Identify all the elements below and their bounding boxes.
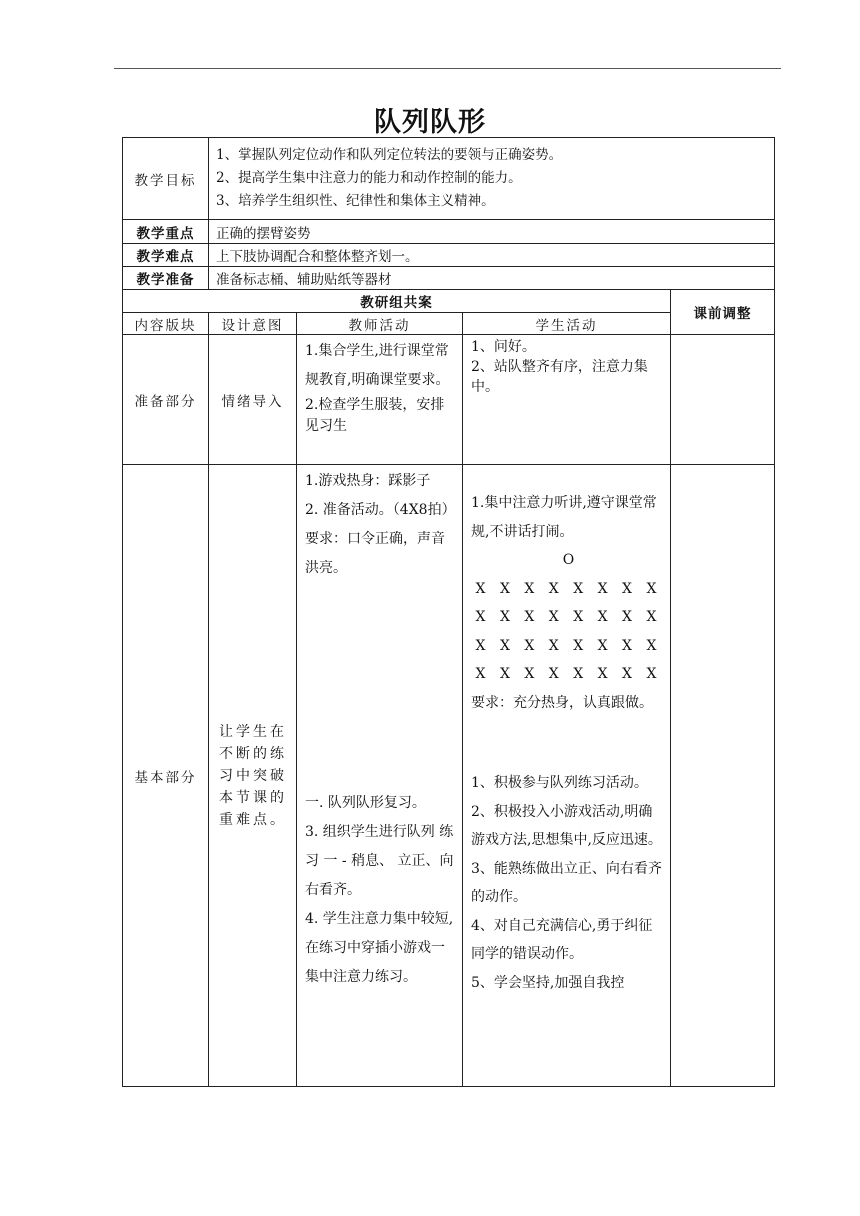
shared-plan-header-row [123, 290, 775, 313]
teacher-item: 1.游戏热身：踩影子 [305, 473, 431, 489]
formation-row: X X X X X X X X [475, 666, 662, 682]
objective-item: 3、培养学生组织性、纪律性和集体主义精神。 [216, 193, 495, 209]
objectives-label: 教学目标 [123, 138, 209, 220]
teacher-item: 1.集合学生,进行课堂常规教育,明确课堂要求。 [305, 343, 450, 388]
difficulty-row [123, 244, 775, 267]
section-name: 基本部分 [123, 465, 209, 1087]
preparation-section-row [123, 335, 775, 465]
formation-row: X X X X X X X X [475, 580, 662, 597]
student-item: 1、积极参与队列练习活动。 [471, 775, 648, 791]
section-intent: 情绪导入 [209, 335, 297, 465]
formation-teacher-mark: O [562, 552, 575, 568]
teacher-activity [297, 335, 463, 465]
student-item: 3、能熟练做出立正、向右看齐的动作。 [471, 860, 662, 905]
key-point-label: 教学重点 [123, 220, 209, 244]
student-item: 2、站队整齐有序，注意力集中。 [471, 359, 648, 395]
header-rule [114, 68, 781, 69]
difficulty-label: 教学难点 [123, 244, 209, 267]
lesson-plan-table [122, 137, 775, 1087]
student-activity [463, 335, 671, 465]
adjust-cell [671, 335, 775, 465]
teacher-item: 4. 学生注意力集中较短,在练习中穿插小游戏一集中注意力练习。 [305, 911, 454, 985]
key-point-row [123, 220, 775, 244]
objectives-content [209, 138, 775, 220]
preparation-label: 教学准备 [123, 267, 209, 290]
teacher-item: 2.检查学生服装，安排见习生 [305, 397, 445, 434]
teacher-activity [297, 465, 463, 1087]
difficulty-value: 上下肢协调配合和整体整齐划一。 [209, 244, 775, 267]
student-item: 1、问好。 [471, 339, 536, 355]
adjust-cell [671, 465, 775, 1087]
student-item: 1.集中注意力听讲,遵守课堂常规,不讲话打闹。 [471, 495, 657, 540]
column-header: 内容版块 [123, 313, 209, 335]
formation-row: X X X X X X X X [475, 637, 662, 654]
column-header: 教师活动 [297, 313, 463, 335]
teacher-item: 要求：口令正确，声音洪亮。 [305, 531, 445, 576]
adjust-header: 课前调整 [671, 290, 775, 335]
teacher-item: 一. 队列队形复习。 [305, 795, 426, 811]
student-activity [463, 465, 671, 1087]
student-requirement: 要求：充分热身，认真跟做。 [471, 694, 653, 711]
basic-section-row [123, 465, 775, 1087]
column-header: 学生活动 [463, 313, 671, 335]
section-intent: 让学生在不断的练习中突破本节课的重难点。 [209, 465, 297, 1087]
spacer [471, 717, 666, 769]
formation-row: X X X X X X X X [475, 609, 662, 625]
key-point-value: 正确的摆臂姿势 [209, 220, 775, 244]
shared-plan-header: 教研组共案 [123, 290, 671, 313]
objective-item: 2、提高学生集中注意力的能力和动作控制的能力。 [216, 170, 522, 186]
section-name: 准备部分 [123, 335, 209, 465]
objectives-row [123, 138, 775, 220]
student-item: 4、对自己充满信心,勇于纠征同学的错误动作。 [471, 917, 653, 962]
spacer [305, 583, 456, 789]
preparation-row [123, 267, 775, 290]
student-item: 2、积极投入小游戏活动,明确游戏方法,思想集中,反应迅速。 [471, 803, 662, 848]
teacher-item: 3. 组织学生进行队列 练 习 一 - 稍息、 立正、向右看齐。 [305, 824, 454, 898]
column-header: 设计意图 [209, 313, 297, 335]
student-item: 5、学会坚持,加强自我控 [471, 974, 625, 991]
document-title: 队列队形 [374, 107, 486, 138]
preparation-value: 准备标志桶、辅助贴纸等器材 [209, 267, 775, 290]
objective-item: 1、掌握队列定位动作和队列定位转法的要领与正确姿势。 [216, 147, 563, 163]
teacher-item: 2. 准备活动。（4X8拍） [305, 502, 456, 518]
